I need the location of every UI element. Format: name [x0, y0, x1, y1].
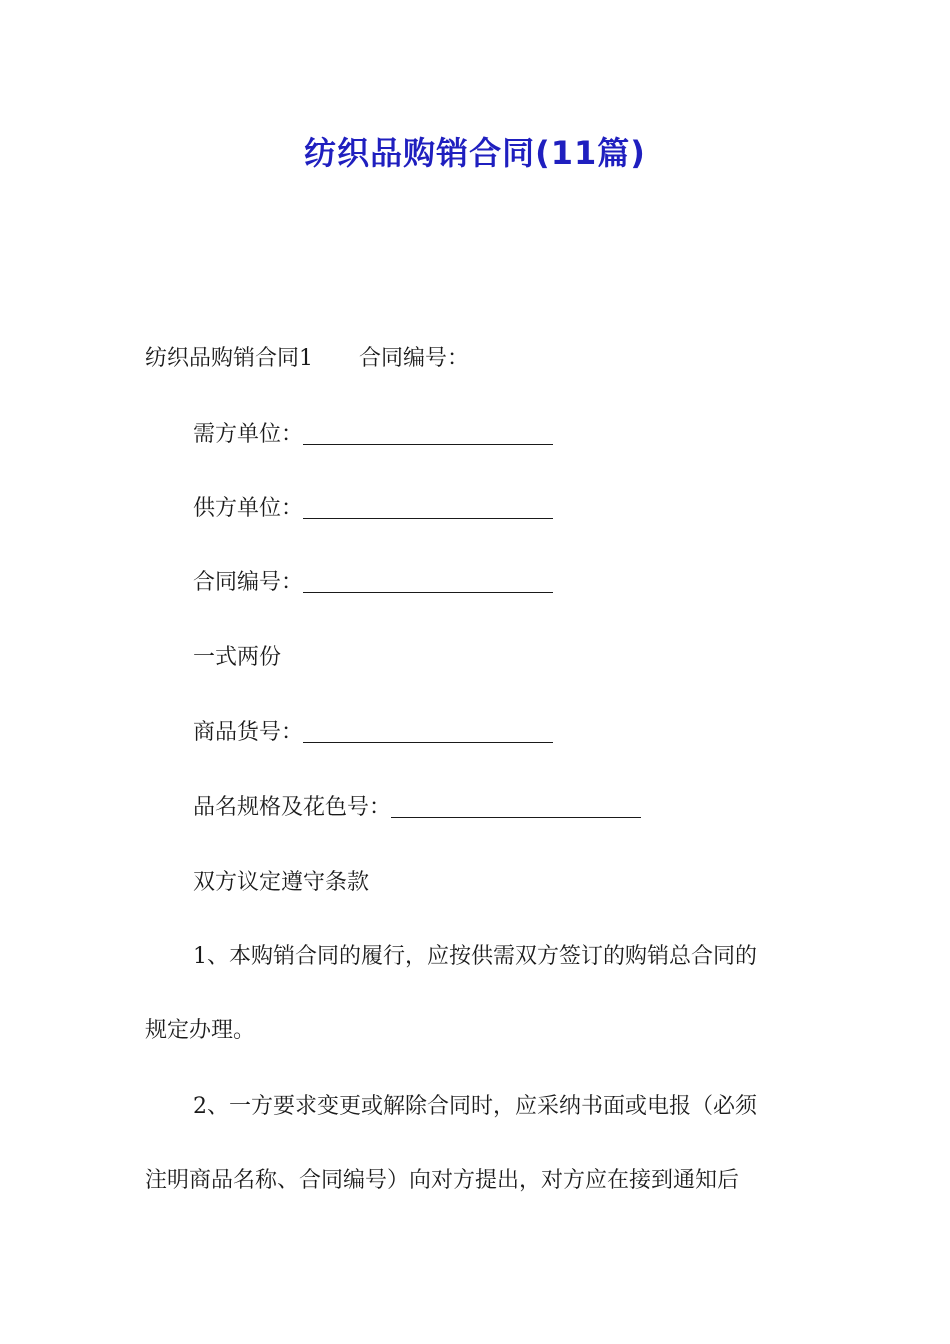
seller-blank[interactable] — [303, 498, 553, 519]
goods-number-label: 商品货号： — [193, 720, 304, 745]
contract-number-label: 合同编号： — [193, 570, 304, 595]
clause-2-line-1: 2、一方要求变更或解除合同时，应采纳书面或电报（必须 — [193, 1094, 757, 1119]
seller-field — [193, 494, 553, 524]
buyer-field — [193, 420, 553, 450]
buyer-blank[interactable] — [303, 424, 553, 445]
buyer-label: 需方单位： — [193, 422, 304, 447]
spec-label: 品名规格及花色号： — [193, 795, 392, 820]
contract-header — [145, 344, 469, 374]
contract-number-blank[interactable] — [303, 572, 553, 593]
copies-text: 一式两份 — [193, 645, 282, 670]
agreed-terms-heading: 双方议定遵守条款 — [193, 870, 370, 895]
spec-blank[interactable] — [391, 797, 641, 818]
seller-label: 供方单位： — [193, 496, 304, 521]
contract-number-field — [193, 568, 553, 598]
clause-2-line-2: 注明商品名称、合同编号）向对方提出，对方应在接到通知后 — [145, 1168, 740, 1193]
clause-1-line-2: 规定办理。 — [145, 1018, 256, 1043]
clause-1-line-1: 1、本购销合同的履行，应按供需双方签订的购销总合同的 — [193, 944, 757, 969]
contract-number-header: 合同编号： — [359, 346, 470, 371]
goods-number-field — [193, 718, 553, 748]
contract-header-left: 纺织品购销合同1 — [145, 346, 313, 371]
spec-field — [193, 793, 641, 823]
goods-number-blank[interactable] — [303, 722, 553, 743]
document-title: 纺织品购销合同(11篇) — [304, 134, 646, 172]
